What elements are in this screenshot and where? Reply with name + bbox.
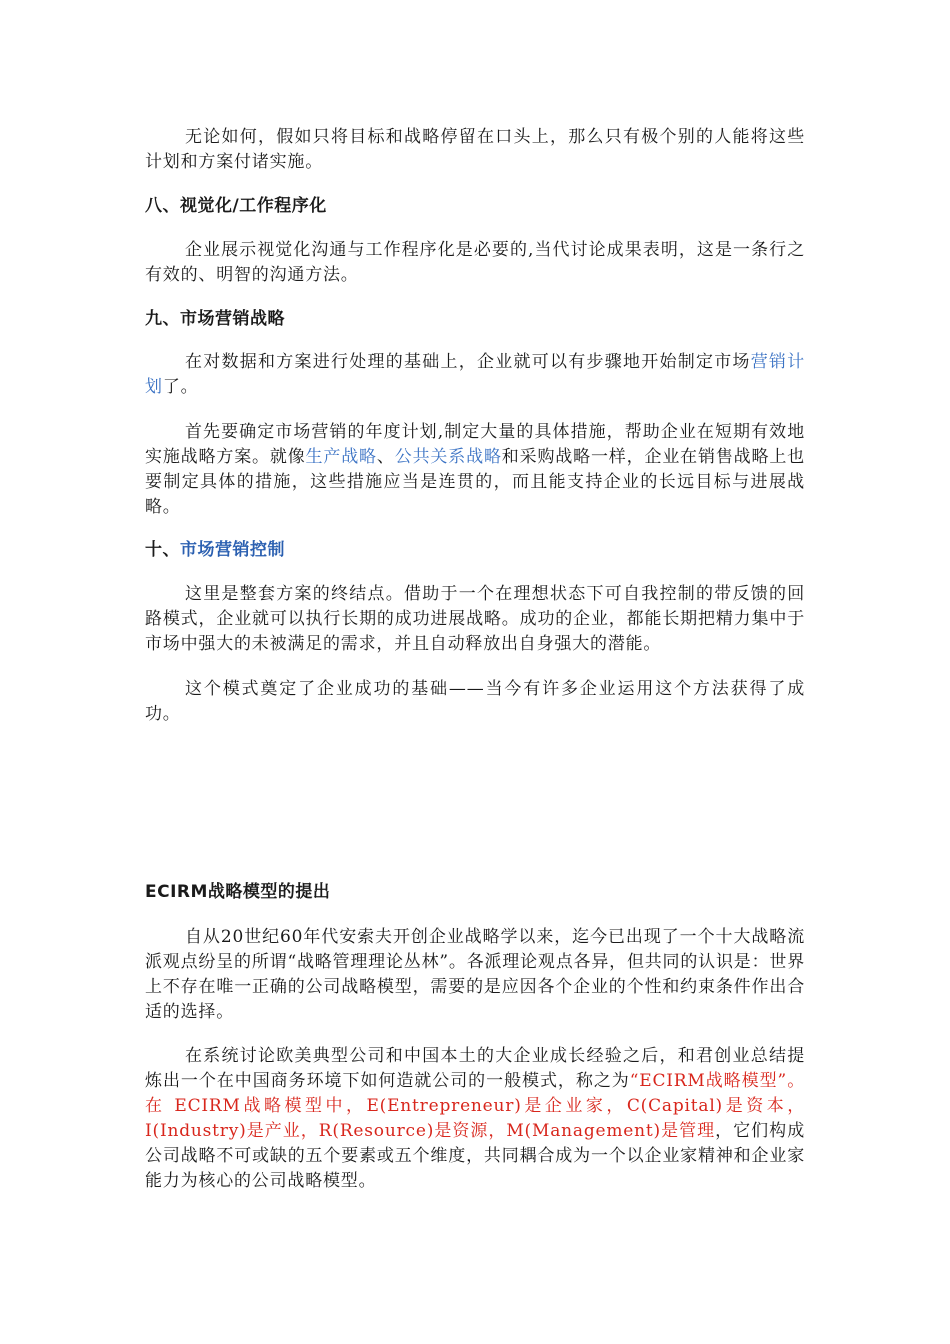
paragraph-text: 和采购战略一样，企业在销售战略上也要制定具体的措施，这些措施应当是连贯的，而且能支持企业的长远目标与进展战略。 [145, 447, 805, 517]
paragraph-endpoint: 这里是整套方案的终结点。借助于一个在理想状态下可自我控制的带反馈的回路模式，企业就可以执行长期的成功进展战略。成功的企业，都能长期把精力集中于市场中强大的未被满足的需求，并且自动释放出自身强大的潜能。 [145, 584, 805, 654]
heading-prefix: 十、 [145, 540, 180, 560]
paragraph-visualization: 企业展示视觉化沟通与工作程序化是必要的,当代讨论成果表明，这是一条行之有效的、明智的沟通方法。 [145, 240, 805, 285]
paragraph-text: 、 [376, 447, 395, 467]
paragraph-annual-plan [145, 420, 805, 520]
heading-section-8: 八、视觉化/工作程序化 [145, 196, 327, 216]
paragraph-text: 了。 [162, 377, 199, 397]
marketing-plan-link[interactable]: 营销计划 [145, 352, 805, 397]
paragraph-ansoff: 自从20世纪60年代安索夫开创企业战略学以来，迄今已出现了一个十大战略流派观点纷呈的所谓“战略管理理论丛林”。各派理论观点各异，但共同的认识是：世界上不存在唯一正确的公司战略模型，需要的是应因各个企业的个性和约束条件作出合适的选择。 [145, 927, 805, 1022]
paragraph-text: 首先要确定市场营销的年度计划,制定大量的具体措施，帮助企业在短期有效地实施战略方案。就像 [145, 422, 805, 467]
paragraph-intro: 无论如何，假如只将目标和战略停留在口头上，那么只有极个别的人能将这些计划和方案付诸实施。 [145, 127, 805, 172]
heading-section-10 [145, 538, 285, 562]
paragraph-text: 在对数据和方案进行处理的基础上，企业就可以有步骤地开始制定市场 [185, 352, 751, 372]
marketing-control-link[interactable]: 市场营销控制 [180, 540, 285, 560]
paragraph-foundation: 这个模式奠定了企业成功的基础——当今有许多企业运用这个方法获得了成功。 [145, 679, 805, 724]
heading-section-9: 九、市场营销战略 [145, 309, 285, 329]
paragraph-text: ，它们构成公司战略不可或缺的五个要素或五个维度，共同耦合成为一个以企业家精神和企业家能力为核心的公司战略模型。 [145, 1121, 805, 1191]
heading-ecirm: ECIRM战略模型的提出 [145, 882, 331, 902]
paragraph-marketing-plan [145, 350, 805, 400]
ecirm-highlight: “ECIRM战略模型”。在 ECIRM战略模型中，E(Entrepreneur)是企业家，C(Capital)是资本，I(Industry)是产业，R(Resource)是资源，M(Management)是管理 [145, 1071, 805, 1141]
production-strategy-link[interactable]: 生产战略 [305, 447, 377, 467]
paragraph-ecirm-model [145, 1044, 805, 1194]
paragraph-text: 在系统讨论欧美典型公司和中国本土的大企业成长经验之后，和君创业总结提炼出一个在中国商务环境下如何造就公司的一般模式，称之为 [145, 1046, 805, 1091]
public-relations-strategy-link[interactable]: 公共关系战略 [394, 447, 502, 467]
